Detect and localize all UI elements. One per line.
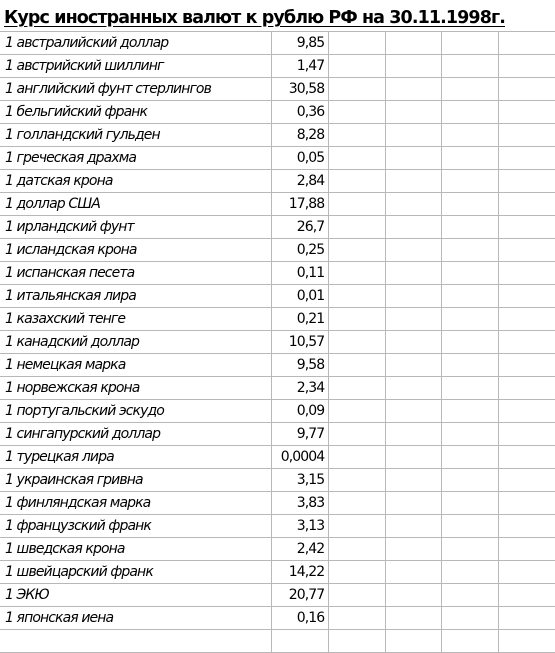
empty-cell[interactable] (385, 285, 441, 308)
currency-table (0, 31, 555, 653)
table-row (1, 170, 555, 193)
empty-cell[interactable] (329, 492, 385, 515)
currency-name-cell[interactable]: 1 ЭКЮ (1, 584, 272, 607)
currency-name-cell[interactable]: 1 канадский доллар (1, 331, 272, 354)
empty-cell[interactable] (442, 101, 498, 124)
currency-name-cell[interactable]: 1 шведская крона (1, 538, 272, 561)
rate-cell[interactable]: 0,0004 (272, 446, 329, 469)
table-row (1, 32, 555, 55)
empty-cell[interactable] (329, 78, 385, 101)
empty-cell[interactable] (498, 147, 554, 170)
currency-name-cell[interactable]: 1 датская крона (1, 170, 272, 193)
table-row (1, 469, 555, 492)
empty-cell[interactable] (498, 285, 554, 308)
empty-cell[interactable] (442, 331, 498, 354)
currency-name-cell[interactable]: 1 французский франк (1, 515, 272, 538)
rate-cell[interactable]: 8,28 (272, 124, 329, 147)
empty-cell[interactable] (385, 78, 441, 101)
currency-name-cell[interactable]: 1 испанская песета (1, 262, 272, 285)
empty-cell[interactable] (385, 216, 441, 239)
empty-cell[interactable] (329, 239, 385, 262)
sheet-title: Курс иностранных валют к рублю РФ на 30.11.1998г. (4, 8, 505, 28)
rate-cell[interactable]: 20,77 (272, 584, 329, 607)
empty-cell[interactable] (385, 561, 441, 584)
empty-cell[interactable] (329, 308, 385, 331)
empty-cell[interactable] (442, 193, 498, 216)
rate-cell[interactable]: 0,25 (272, 239, 329, 262)
rate-cell[interactable]: 10,57 (272, 331, 329, 354)
empty-cell[interactable] (385, 423, 441, 446)
rate-cell[interactable] (272, 630, 329, 653)
empty-cell[interactable] (385, 32, 441, 55)
empty-cell[interactable] (442, 354, 498, 377)
empty-cell[interactable] (329, 538, 385, 561)
empty-cell[interactable] (498, 354, 554, 377)
currency-name-cell[interactable]: 1 португальский эскудо (1, 400, 272, 423)
currency-name-cell[interactable]: 1 турецкая лира (1, 446, 272, 469)
currency-name-cell[interactable]: 1 японская иена (1, 607, 272, 630)
empty-cell[interactable] (498, 584, 554, 607)
empty-cell[interactable] (385, 354, 441, 377)
empty-cell[interactable] (442, 239, 498, 262)
table-row (1, 285, 555, 308)
empty-cell[interactable] (498, 262, 554, 285)
empty-cell[interactable] (498, 607, 554, 630)
empty-cell[interactable] (442, 78, 498, 101)
table-row (1, 538, 555, 561)
currency-name-cell[interactable]: 1 доллар США (1, 193, 272, 216)
rate-cell[interactable]: 0,36 (272, 101, 329, 124)
currency-name-cell[interactable]: 1 австралийский доллар (1, 32, 272, 55)
empty-cell[interactable] (329, 354, 385, 377)
empty-cell[interactable] (329, 584, 385, 607)
table-row (1, 400, 555, 423)
empty-cell[interactable] (329, 170, 385, 193)
rate-cell[interactable]: 3,15 (272, 469, 329, 492)
empty-cell[interactable] (442, 630, 498, 653)
empty-cell[interactable] (385, 55, 441, 78)
currency-name-cell[interactable]: 1 греческая драхма (1, 147, 272, 170)
empty-cell[interactable] (498, 400, 554, 423)
table-row (1, 607, 555, 630)
empty-cell[interactable] (329, 101, 385, 124)
empty-cell[interactable] (385, 331, 441, 354)
empty-cell[interactable] (442, 262, 498, 285)
table-row (1, 147, 555, 170)
currency-name-cell[interactable]: 1 голландский гульден (1, 124, 272, 147)
empty-cell[interactable] (442, 377, 498, 400)
currency-name-cell[interactable]: 1 швейцарский франк (1, 561, 272, 584)
empty-cell[interactable] (385, 124, 441, 147)
rate-cell[interactable]: 2,34 (272, 377, 329, 400)
currency-name-cell[interactable]: 1 ирландский фунт (1, 216, 272, 239)
empty-cell[interactable] (442, 170, 498, 193)
currency-name-cell[interactable] (1, 630, 272, 653)
table-row (1, 216, 555, 239)
currency-name-cell[interactable]: 1 английский фунт стерлингов (1, 78, 272, 101)
rate-cell[interactable]: 0,11 (272, 262, 329, 285)
rate-cell[interactable]: 0,21 (272, 308, 329, 331)
empty-cell[interactable] (498, 308, 554, 331)
table-row (1, 101, 555, 124)
table-row (1, 630, 555, 653)
empty-cell[interactable] (498, 32, 554, 55)
empty-cell[interactable] (442, 538, 498, 561)
table-row (1, 262, 555, 285)
empty-cell[interactable] (442, 469, 498, 492)
empty-cell[interactable] (329, 331, 385, 354)
empty-cell[interactable] (498, 193, 554, 216)
empty-cell[interactable] (385, 147, 441, 170)
currency-name-cell[interactable]: 1 немецкая марка (1, 354, 272, 377)
empty-cell[interactable] (385, 262, 441, 285)
empty-cell[interactable] (329, 630, 385, 653)
empty-cell[interactable] (498, 239, 554, 262)
empty-cell[interactable] (385, 492, 441, 515)
rate-cell[interactable]: 2,84 (272, 170, 329, 193)
empty-cell[interactable] (385, 170, 441, 193)
empty-cell[interactable] (329, 446, 385, 469)
table-row (1, 193, 555, 216)
empty-cell[interactable] (442, 285, 498, 308)
empty-cell[interactable] (329, 607, 385, 630)
empty-cell[interactable] (498, 423, 554, 446)
empty-cell[interactable] (442, 492, 498, 515)
table-row (1, 308, 555, 331)
empty-cell[interactable] (329, 285, 385, 308)
rate-cell[interactable]: 9,58 (272, 354, 329, 377)
empty-cell[interactable] (442, 124, 498, 147)
empty-cell[interactable] (498, 78, 554, 101)
empty-cell[interactable] (442, 147, 498, 170)
table-row (1, 331, 555, 354)
rate-cell[interactable]: 0,05 (272, 147, 329, 170)
rate-cell[interactable]: 1,47 (272, 55, 329, 78)
empty-cell[interactable] (385, 400, 441, 423)
currency-name-cell[interactable]: 1 украинская гривна (1, 469, 272, 492)
empty-cell[interactable] (498, 515, 554, 538)
table-row (1, 124, 555, 147)
rate-cell[interactable]: 26,7 (272, 216, 329, 239)
empty-cell[interactable] (498, 331, 554, 354)
rate-cell[interactable]: 9,85 (272, 32, 329, 55)
rate-cell[interactable]: 9,77 (272, 423, 329, 446)
empty-cell[interactable] (329, 193, 385, 216)
empty-cell[interactable] (385, 607, 441, 630)
rate-cell[interactable]: 14,22 (272, 561, 329, 584)
empty-cell[interactable] (442, 423, 498, 446)
table-row (1, 78, 555, 101)
empty-cell[interactable] (442, 216, 498, 239)
rate-cell[interactable]: 0,09 (272, 400, 329, 423)
empty-cell[interactable] (498, 538, 554, 561)
empty-cell[interactable] (498, 170, 554, 193)
rate-cell[interactable]: 0,16 (272, 607, 329, 630)
empty-cell[interactable] (498, 124, 554, 147)
currency-name-cell[interactable]: 1 норвежская крона (1, 377, 272, 400)
table-row (1, 354, 555, 377)
empty-cell[interactable] (385, 308, 441, 331)
empty-cell[interactable] (385, 584, 441, 607)
empty-cell[interactable] (498, 446, 554, 469)
rate-cell[interactable]: 17,88 (272, 193, 329, 216)
empty-cell[interactable] (498, 55, 554, 78)
table-row (1, 446, 555, 469)
empty-cell[interactable] (329, 400, 385, 423)
empty-cell[interactable] (442, 607, 498, 630)
empty-cell[interactable] (329, 561, 385, 584)
empty-cell[interactable] (442, 446, 498, 469)
empty-cell[interactable] (442, 32, 498, 55)
empty-cell[interactable] (385, 630, 441, 653)
table-row (1, 515, 555, 538)
empty-cell[interactable] (442, 308, 498, 331)
currency-name-cell[interactable]: 1 бельгийский франк (1, 101, 272, 124)
table-row (1, 561, 555, 584)
empty-cell[interactable] (442, 55, 498, 78)
table-row (1, 377, 555, 400)
empty-cell[interactable] (498, 377, 554, 400)
empty-cell[interactable] (385, 538, 441, 561)
empty-cell[interactable] (442, 400, 498, 423)
empty-cell[interactable] (385, 377, 441, 400)
empty-cell[interactable] (329, 469, 385, 492)
currency-name-cell[interactable]: 1 итальянская лира (1, 285, 272, 308)
empty-cell[interactable] (329, 32, 385, 55)
currency-name-cell[interactable]: 1 исландская крона (1, 239, 272, 262)
rate-cell[interactable]: 0,01 (272, 285, 329, 308)
empty-cell[interactable] (329, 377, 385, 400)
empty-cell[interactable] (385, 446, 441, 469)
rate-cell[interactable]: 3,83 (272, 492, 329, 515)
currency-name-cell[interactable]: 1 сингапурский доллар (1, 423, 272, 446)
rate-cell[interactable]: 2,42 (272, 538, 329, 561)
empty-cell[interactable] (498, 469, 554, 492)
empty-cell[interactable] (385, 469, 441, 492)
empty-cell[interactable] (442, 515, 498, 538)
rate-cell[interactable]: 30,58 (272, 78, 329, 101)
empty-cell[interactable] (329, 147, 385, 170)
empty-cell[interactable] (329, 55, 385, 78)
empty-cell[interactable] (329, 262, 385, 285)
table-row (1, 55, 555, 78)
empty-cell[interactable] (498, 216, 554, 239)
empty-cell[interactable] (385, 515, 441, 538)
currency-name-cell[interactable]: 1 казахский тенге (1, 308, 272, 331)
empty-cell[interactable] (498, 561, 554, 584)
table-row (1, 584, 555, 607)
currency-name-cell[interactable]: 1 австрийский шиллинг (1, 55, 272, 78)
empty-cell[interactable] (498, 492, 554, 515)
empty-cell[interactable] (385, 239, 441, 262)
currency-name-cell[interactable]: 1 финляндская марка (1, 492, 272, 515)
table-row (1, 492, 555, 515)
empty-cell[interactable] (385, 101, 441, 124)
empty-cell[interactable] (442, 561, 498, 584)
empty-cell[interactable] (329, 216, 385, 239)
empty-cell[interactable] (498, 101, 554, 124)
empty-cell[interactable] (442, 584, 498, 607)
rate-cell[interactable]: 3,13 (272, 515, 329, 538)
empty-cell[interactable] (385, 193, 441, 216)
empty-cell[interactable] (329, 515, 385, 538)
table-row (1, 239, 555, 262)
table-row (1, 423, 555, 446)
empty-cell[interactable] (498, 630, 554, 653)
empty-cell[interactable] (329, 423, 385, 446)
empty-cell[interactable] (329, 124, 385, 147)
